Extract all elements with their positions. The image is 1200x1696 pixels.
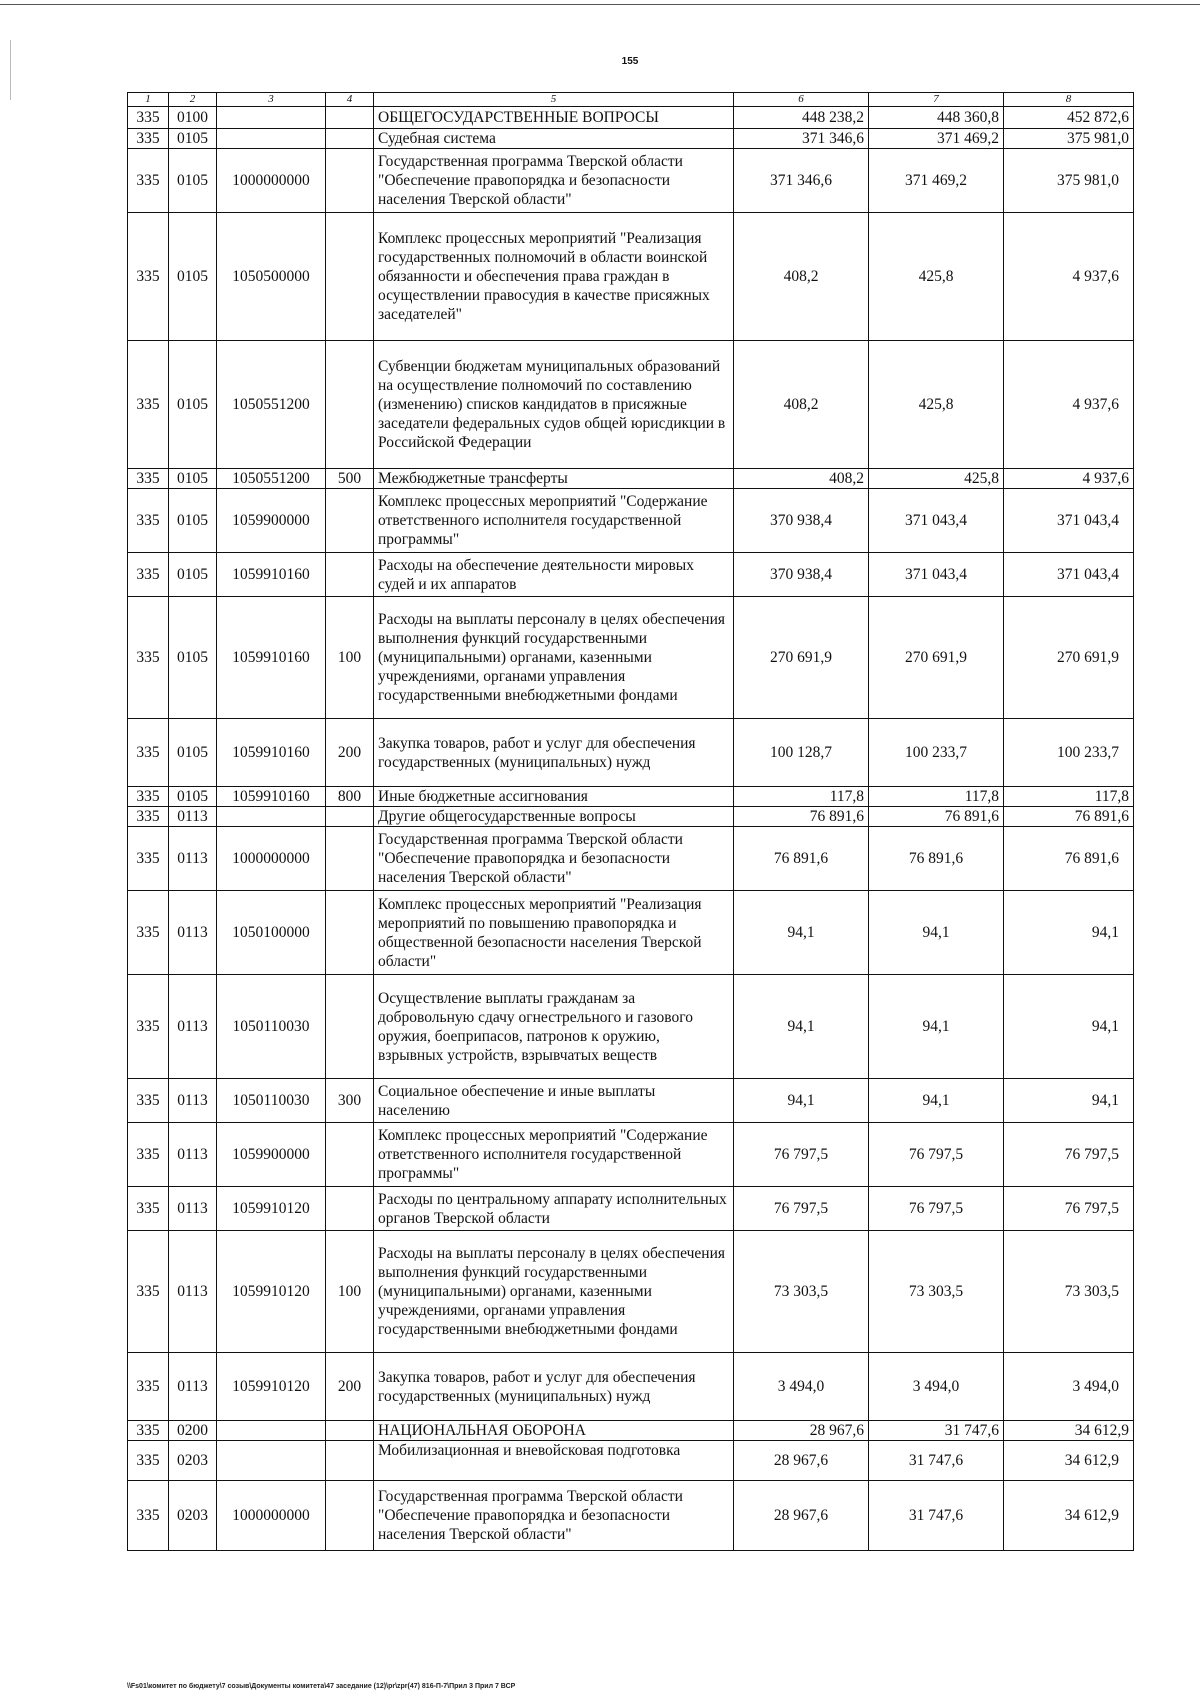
amount-year3-cell: 76 891,6: [1004, 827, 1134, 891]
amount-year3-cell: 73 303,5: [1004, 1231, 1134, 1353]
item-name-cell: ОБЩЕГОСУДАРСТВЕННЫЕ ВОПРОСЫ: [374, 107, 734, 129]
amount-year3-cell: 34 612,9: [1004, 1481, 1134, 1551]
item-name-cell: Государственная программа Тверской области "Обеспечение правопорядка и безопасности населения Тверской области": [374, 827, 734, 891]
page-number: 155: [621, 56, 639, 67]
amount-year3-cell: 375 981,0: [1004, 149, 1134, 213]
expense-type-cell: [326, 489, 374, 553]
section-code-cell: 0105: [169, 597, 217, 719]
table-row: [128, 1231, 1134, 1353]
table-row: [128, 213, 1134, 341]
amount-year2-cell: 76 797,5: [869, 1123, 1004, 1187]
target-code-cell: 1059910160: [217, 597, 326, 719]
amount-year2-cell: 100 233,7: [869, 719, 1004, 787]
section-code-cell: 0105: [169, 149, 217, 213]
admin-code-cell: 335: [128, 107, 169, 129]
expense-type-cell: [326, 1123, 374, 1187]
target-code-cell: 1050110030: [217, 1079, 326, 1123]
admin-code-cell: 335: [128, 149, 169, 213]
amount-year1-cell: 28 967,6: [734, 1421, 869, 1441]
section-code-cell: 0113: [169, 827, 217, 891]
expense-type-cell: [326, 1187, 374, 1231]
expense-type-cell: [326, 149, 374, 213]
admin-code-cell: 335: [128, 891, 169, 975]
admin-code-cell: 335: [128, 129, 169, 149]
section-code-cell: 0105: [169, 787, 217, 807]
section-code-cell: 0113: [169, 891, 217, 975]
item-name-cell: Закупка товаров, работ и услуг для обеспечения государственных (муниципальных) нужд: [374, 719, 734, 787]
table-row: [128, 1123, 1134, 1187]
admin-code-cell: 335: [128, 553, 169, 597]
table-row: [128, 1187, 1134, 1231]
item-name-cell: Расходы на выплаты персоналу в целях обеспечения выполнения функций государственными (муниципальными) органами, казенными учреждениями, органами управления государственными внебюджетными фондами: [374, 597, 734, 719]
expense-type-cell: 200: [326, 1353, 374, 1421]
admin-code-cell: 335: [128, 1231, 169, 1353]
amount-year2-cell: 425,8: [869, 213, 1004, 341]
col-header: 7: [869, 93, 1004, 107]
amount-year2-cell: 76 891,6: [869, 807, 1004, 827]
amount-year2-cell: 94,1: [869, 891, 1004, 975]
amount-year1-cell: 408,2: [734, 341, 869, 469]
amount-year1-cell: 28 967,6: [734, 1441, 869, 1481]
item-name-cell: Комплекс процессных мероприятий "Реализация мероприятий по повышению правопорядка и общественной безопасности населения Тверской области": [374, 891, 734, 975]
target-code-cell: 1050110030: [217, 975, 326, 1079]
item-name-cell: Иные бюджетные ассигнования: [374, 787, 734, 807]
amount-year1-cell: 408,2: [734, 469, 869, 489]
section-code-cell: 0113: [169, 1123, 217, 1187]
amount-year1-cell: 370 938,4: [734, 489, 869, 553]
expense-type-cell: 200: [326, 719, 374, 787]
table-row: [128, 469, 1134, 489]
item-name-cell: Государственная программа Тверской области "Обеспечение правопорядка и безопасности населения Тверской области": [374, 1481, 734, 1551]
amount-year3-cell: 3 494,0: [1004, 1353, 1134, 1421]
amount-year2-cell: 3 494,0: [869, 1353, 1004, 1421]
expense-type-cell: 500: [326, 469, 374, 489]
amount-year1-cell: 3 494,0: [734, 1353, 869, 1421]
target-code-cell: 1000000000: [217, 1481, 326, 1551]
col-header: 6: [734, 93, 869, 107]
item-name-cell: Комплекс процессных мероприятий "Содержание ответственного исполнителя государственной программы": [374, 1123, 734, 1187]
target-code-cell: [217, 129, 326, 149]
amount-year2-cell: 425,8: [869, 341, 1004, 469]
amount-year1-cell: 371 346,6: [734, 129, 869, 149]
amount-year2-cell: 31 747,6: [869, 1441, 1004, 1481]
admin-code-cell: 335: [128, 469, 169, 489]
col-header: 5: [374, 93, 734, 107]
amount-year2-cell: 371 469,2: [869, 149, 1004, 213]
item-name-cell: Закупка товаров, работ и услуг для обеспечения государственных (муниципальных) нужд: [374, 1353, 734, 1421]
expense-type-cell: [326, 213, 374, 341]
admin-code-cell: 335: [128, 1123, 169, 1187]
amount-year3-cell: 76 797,5: [1004, 1123, 1134, 1187]
admin-code-cell: 335: [128, 341, 169, 469]
expense-type-cell: [326, 891, 374, 975]
file-path-footer: \\Fs01\комитет по бюджету\7 созыв\Документы комитета\47 заседание (12)\pr\zpr(47) 816-П-7\Прил 3 Прил 7 ВСР: [127, 1683, 516, 1690]
target-code-cell: 1050500000: [217, 213, 326, 341]
table-row: [128, 1481, 1134, 1551]
expense-type-cell: [326, 107, 374, 129]
section-code-cell: 0113: [169, 1353, 217, 1421]
expense-type-cell: 300: [326, 1079, 374, 1123]
amount-year1-cell: 270 691,9: [734, 597, 869, 719]
table-row: [128, 597, 1134, 719]
table-row: [128, 149, 1134, 213]
target-code-cell: [217, 107, 326, 129]
admin-code-cell: 335: [128, 1079, 169, 1123]
amount-year1-cell: 117,8: [734, 787, 869, 807]
amount-year1-cell: 76 797,5: [734, 1187, 869, 1231]
admin-code-cell: 335: [128, 213, 169, 341]
expense-type-cell: 100: [326, 1231, 374, 1353]
admin-code-cell: 335: [128, 1353, 169, 1421]
amount-year2-cell: 371 043,4: [869, 553, 1004, 597]
section-code-cell: 0105: [169, 719, 217, 787]
section-code-cell: 0113: [169, 1231, 217, 1353]
amount-year3-cell: 4 937,6: [1004, 341, 1134, 469]
amount-year3-cell: 94,1: [1004, 975, 1134, 1079]
top-scan-rule: [0, 4, 1200, 5]
item-name-cell: Государственная программа Тверской области "Обеспечение правопорядка и безопасности населения Тверской области": [374, 149, 734, 213]
item-name-cell: Комплекс процессных мероприятий "Реализация государственных полномочий в области воинской обязанности и обеспечения права граждан в осуществлении правосудия в качестве присяжных заседателей": [374, 213, 734, 341]
admin-code-cell: 335: [128, 597, 169, 719]
table-row: [128, 553, 1134, 597]
amount-year3-cell: 375 981,0: [1004, 129, 1134, 149]
amount-year1-cell: 100 128,7: [734, 719, 869, 787]
amount-year2-cell: 76 891,6: [869, 827, 1004, 891]
amount-year1-cell: 94,1: [734, 975, 869, 1079]
admin-code-cell: 335: [128, 787, 169, 807]
amount-year2-cell: 448 360,8: [869, 107, 1004, 129]
section-code-cell: 0200: [169, 1421, 217, 1441]
scan-edge-mark: [10, 40, 11, 100]
section-code-cell: 0113: [169, 807, 217, 827]
amount-year1-cell: 76 891,6: [734, 827, 869, 891]
section-code-cell: 0105: [169, 489, 217, 553]
amount-year1-cell: 76 797,5: [734, 1123, 869, 1187]
target-code-cell: 1050551200: [217, 341, 326, 469]
amount-year3-cell: 371 043,4: [1004, 489, 1134, 553]
section-code-cell: 0105: [169, 469, 217, 489]
amount-year3-cell: 117,8: [1004, 787, 1134, 807]
expense-type-cell: [326, 1421, 374, 1441]
amount-year1-cell: 448 238,2: [734, 107, 869, 129]
amount-year3-cell: 270 691,9: [1004, 597, 1134, 719]
table-row: [128, 891, 1134, 975]
expense-type-cell: [326, 827, 374, 891]
table-row: [128, 1421, 1134, 1441]
table-row: [128, 975, 1134, 1079]
item-name-cell: Расходы по центральному аппарату исполнительных органов Тверской области: [374, 1187, 734, 1231]
target-code-cell: 1059910160: [217, 719, 326, 787]
target-code-cell: 1059910120: [217, 1231, 326, 1353]
section-code-cell: 0203: [169, 1441, 217, 1481]
section-code-cell: 0105: [169, 129, 217, 149]
expense-type-cell: [326, 975, 374, 1079]
target-code-cell: [217, 1421, 326, 1441]
amount-year1-cell: 94,1: [734, 891, 869, 975]
section-code-cell: 0203: [169, 1481, 217, 1551]
amount-year2-cell: 94,1: [869, 975, 1004, 1079]
col-header: 2: [169, 93, 217, 107]
amount-year3-cell: 94,1: [1004, 1079, 1134, 1123]
expense-type-cell: 800: [326, 787, 374, 807]
item-name-cell: Осуществление выплаты гражданам за добровольную сдачу огнестрельного и газового оружия, боеприпасов, патронов к оружию, взрывных устройств, взрывчатых веществ: [374, 975, 734, 1079]
expense-type-cell: [326, 1441, 374, 1481]
amount-year2-cell: 31 747,6: [869, 1421, 1004, 1441]
amount-year1-cell: 73 303,5: [734, 1231, 869, 1353]
table-row: [128, 489, 1134, 553]
item-name-cell: Межбюджетные трансферты: [374, 469, 734, 489]
table-row: [128, 787, 1134, 807]
expense-type-cell: [326, 129, 374, 149]
amount-year2-cell: 31 747,6: [869, 1481, 1004, 1551]
admin-code-cell: 335: [128, 1481, 169, 1551]
item-name-cell: Субвенции бюджетам муниципальных образований на осуществление полномочий по составлению (изменению) списков кандидатов в присяжные заседатели федеральных судов общей юрисдикции в Российской Федерации: [374, 341, 734, 469]
amount-year3-cell: 94,1: [1004, 891, 1134, 975]
target-code-cell: 1050551200: [217, 469, 326, 489]
table-row: [128, 341, 1134, 469]
table-row: [128, 1079, 1134, 1123]
item-name-cell: Расходы на обеспечение деятельности мировых судей и их аппаратов: [374, 553, 734, 597]
target-code-cell: 1050100000: [217, 891, 326, 975]
table-row: [128, 1353, 1134, 1421]
item-name-cell: НАЦИОНАЛЬНАЯ ОБОРОНА: [374, 1421, 734, 1441]
col-header: 1: [128, 93, 169, 107]
amount-year3-cell: 100 233,7: [1004, 719, 1134, 787]
table-row: [128, 129, 1134, 149]
item-name-cell: Комплекс процессных мероприятий "Содержание ответственного исполнителя государственной программы": [374, 489, 734, 553]
item-name-cell: Другие общегосударственные вопросы: [374, 807, 734, 827]
amount-year3-cell: 452 872,6: [1004, 107, 1134, 129]
admin-code-cell: 335: [128, 719, 169, 787]
table-row: [128, 807, 1134, 827]
amount-year3-cell: 76 797,5: [1004, 1187, 1134, 1231]
expense-type-cell: [326, 341, 374, 469]
target-code-cell: [217, 807, 326, 827]
table-row: [128, 1441, 1134, 1481]
section-code-cell: 0105: [169, 553, 217, 597]
amount-year2-cell: 371 043,4: [869, 489, 1004, 553]
amount-year3-cell: 371 043,4: [1004, 553, 1134, 597]
header-row: [128, 93, 1134, 107]
col-header: 4: [326, 93, 374, 107]
target-code-cell: 1059900000: [217, 489, 326, 553]
section-code-cell: 0105: [169, 213, 217, 341]
section-code-cell: 0100: [169, 107, 217, 129]
expense-type-cell: [326, 553, 374, 597]
col-header: 8: [1004, 93, 1134, 107]
expense-type-cell: [326, 807, 374, 827]
target-code-cell: [217, 1441, 326, 1481]
amount-year3-cell: 4 937,6: [1004, 213, 1134, 341]
col-header: 3: [217, 93, 326, 107]
admin-code-cell: 335: [128, 1421, 169, 1441]
expense-type-cell: 100: [326, 597, 374, 719]
item-name-cell: Мобилизационная и вневойсковая подготовка: [374, 1441, 734, 1481]
amount-year3-cell: 34 612,9: [1004, 1421, 1134, 1441]
section-code-cell: 0113: [169, 975, 217, 1079]
amount-year3-cell: 34 612,9: [1004, 1441, 1134, 1481]
section-code-cell: 0105: [169, 341, 217, 469]
amount-year1-cell: 370 938,4: [734, 553, 869, 597]
admin-code-cell: 335: [128, 975, 169, 1079]
amount-year1-cell: 94,1: [734, 1079, 869, 1123]
admin-code-cell: 335: [128, 1441, 169, 1481]
target-code-cell: 1059910120: [217, 1187, 326, 1231]
amount-year3-cell: 4 937,6: [1004, 469, 1134, 489]
table-row: [128, 107, 1134, 129]
budget-table: [127, 92, 1134, 1551]
item-name-cell: Социальное обеспечение и иные выплаты населению: [374, 1079, 734, 1123]
amount-year2-cell: 73 303,5: [869, 1231, 1004, 1353]
amount-year2-cell: 94,1: [869, 1079, 1004, 1123]
amount-year2-cell: 425,8: [869, 469, 1004, 489]
target-code-cell: 1000000000: [217, 149, 326, 213]
amount-year1-cell: 28 967,6: [734, 1481, 869, 1551]
admin-code-cell: 335: [128, 807, 169, 827]
admin-code-cell: 335: [128, 1187, 169, 1231]
target-code-cell: 1059910160: [217, 787, 326, 807]
target-code-cell: 1059910120: [217, 1353, 326, 1421]
expense-type-cell: [326, 1481, 374, 1551]
amount-year1-cell: 76 891,6: [734, 807, 869, 827]
target-code-cell: 1000000000: [217, 827, 326, 891]
target-code-cell: 1059910160: [217, 553, 326, 597]
item-name-cell: Судебная система: [374, 129, 734, 149]
table-row: [128, 719, 1134, 787]
admin-code-cell: 335: [128, 827, 169, 891]
item-name-cell: Расходы на выплаты персоналу в целях обеспечения выполнения функций государственными (муниципальными) органами, казенными учреждениями, органами управления государственными внебюджетными фондами: [374, 1231, 734, 1353]
table-row: [128, 827, 1134, 891]
amount-year2-cell: 270 691,9: [869, 597, 1004, 719]
amount-year1-cell: 408,2: [734, 213, 869, 341]
amount-year3-cell: 76 891,6: [1004, 807, 1134, 827]
target-code-cell: 1059900000: [217, 1123, 326, 1187]
admin-code-cell: 335: [128, 489, 169, 553]
amount-year1-cell: 371 346,6: [734, 149, 869, 213]
section-code-cell: 0113: [169, 1187, 217, 1231]
section-code-cell: 0113: [169, 1079, 217, 1123]
amount-year2-cell: 371 469,2: [869, 129, 1004, 149]
amount-year2-cell: 76 797,5: [869, 1187, 1004, 1231]
amount-year2-cell: 117,8: [869, 787, 1004, 807]
